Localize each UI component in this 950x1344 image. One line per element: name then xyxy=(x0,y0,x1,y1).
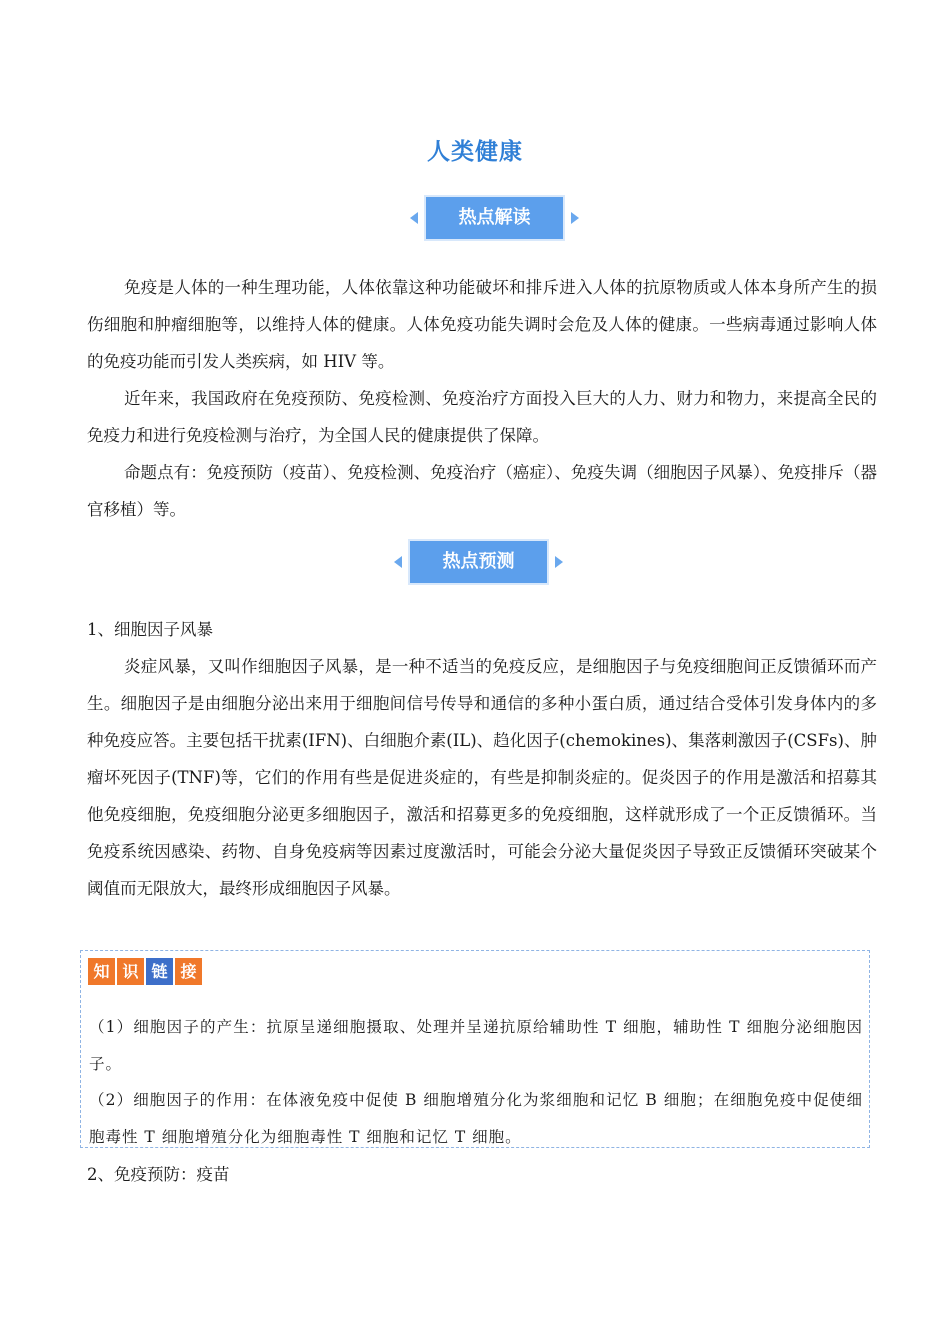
intro-paragraph-3: 命题点有：免疫预防（疫苗）、免疫检测、免疫治疗（癌症）、免疫失调（细胞因子风暴）、免疫排斥（器官移植）等。 xyxy=(87,463,877,519)
tag-char: 接 xyxy=(175,958,202,985)
triangle-left-icon xyxy=(410,212,418,224)
tag-char: 识 xyxy=(117,958,144,985)
knowledge-link-tags xyxy=(88,958,202,985)
banner-label: 热点解读 xyxy=(426,197,563,239)
knowledge-item-1: （1）细胞因子的产生：抗原呈递细胞摄取、处理并呈递抗原给辅助性 T 细胞，辅助性 T 细胞分泌细胞因子。 xyxy=(89,1018,863,1073)
triangle-right-icon xyxy=(555,556,563,568)
intro-paragraph-1: 免疫是人体的一种生理功能，人体依靠这种功能破坏和排斥进入人体的抗原物质或人体本身所产生的损伤细胞和肿瘤细胞等，以维持人体的健康。人体免疫功能失调时会危及人体的健康。一些病毒通过影响人体的免疫功能而引发人类疾病，如 HIV 等。 xyxy=(87,278,877,371)
triangle-left-icon xyxy=(394,556,402,568)
knowledge-item-2: （2）细胞因子的作用：在体液免疫中促使 B 细胞增殖分化为浆细胞和记忆 B 细胞；在细胞免疫中促使细胞毒性 T 细胞增殖分化为细胞毒性 T 细胞和记忆 T 细胞。 xyxy=(89,1091,863,1146)
section-1-heading: 1、细胞因子风暴 xyxy=(87,620,213,639)
page-title: 人类健康 xyxy=(427,139,523,165)
banner-label: 热点预测 xyxy=(410,541,547,583)
tag-char: 知 xyxy=(88,958,115,985)
intro-paragraph-2: 近年来，我国政府在免疫预防、免疫检测、免疫治疗方面投入巨大的人力、财力和物力，来提高全民的免疫力和进行免疫检测与治疗，为全国人民的健康提供了保障。 xyxy=(87,389,877,445)
triangle-right-icon xyxy=(571,212,579,224)
knowledge-link-box xyxy=(80,950,870,1148)
banner-hot-interpretation xyxy=(410,197,579,239)
banner-hot-prediction xyxy=(394,541,563,583)
tag-char: 链 xyxy=(146,958,173,985)
section-1-body: 炎症风暴，又叫作细胞因子风暴，是一种不适当的免疫反应，是细胞因子与免疫细胞间正反馈循环而产生。细胞因子是由细胞分泌出来用于细胞间信号传导和通信的多种小蛋白质，通过结合受体引发身体内的多种免疫应答。主要包括干扰素(IFN)、白细胞介素(IL)、趋化因子(chemokines)、集落刺激因子(CSFs)、肿瘤坏死因子(TNF)等，它们的作用有些是促进炎症的，有些是抑制炎症的。促炎因子的作用是激活和招募其他免疫细胞，免疫细胞分泌更多细胞因子，激活和招募更多的免疫细胞，这样就形成了一个正反馈循环。当免疫系统因感染、药物、自身免疫病等因素过度激活时，可能会分泌大量促炎因子导致正反馈循环突破某个阈值而无限放大，最终形成细胞因子风暴。 xyxy=(87,657,877,898)
section-2-heading: 2、免疫预防：疫苗 xyxy=(87,1165,230,1184)
